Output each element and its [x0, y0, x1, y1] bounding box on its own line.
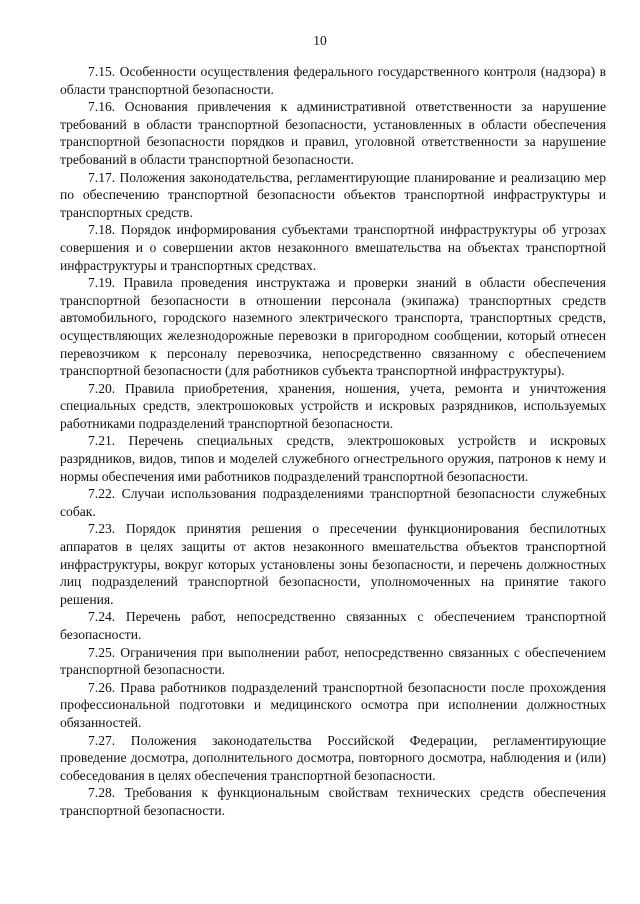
- paragraph-7-20: 7.20. Правила приобретения, хранения, ношения, учета, ремонта и уничтожения специальных средств, электрошоковых устройств и искровых разрядников, используемых работниками подразделений транспортной безопасности.: [60, 380, 606, 431]
- paragraph-7-17: 7.17. Положения законодательства, регламентирующие планирование и реализацию мер по обеспечению транспортной безопасности объектов транспортной инфраструктуры и транспортных средств.: [60, 169, 606, 220]
- paragraph-7-15: 7.15. Особенности осуществления федерального государственного контроля (надзора) в области транспортной безопасности.: [60, 64, 606, 97]
- paragraph-7-16: 7.16. Основания привлечения к административной ответственности за нарушение требований в области транспортной безопасности, установленных в области обеспечения транспортной безопасности порядков и правил, уголовной ответственности за нарушение требований в области транспортной безопасности.: [60, 99, 606, 167]
- paragraph-7-22: 7.22. Случаи использования подразделениями транспортной безопасности служебных собак.: [60, 486, 606, 519]
- paragraph-7-18: 7.18. Порядок информирования субъектами транспортной инфраструктуры об угрозах совершения и о совершении актов незаконного вмешательства на объектах транспортной инфраструктуры и транспортных средствах.: [60, 222, 606, 273]
- paragraph-7-23: 7.23. Порядок принятия решения о пресечении функционирования беспилотных аппаратов в целях защиты от актов незаконного вмешательства объектов транспортной инфраструктуры, вокруг которых установлены зоны безопасности, и перечень должностных лиц подразделений транспортной безопасности, уполномоченных на принятие такого решения.: [60, 521, 606, 607]
- paragraph-7-28: 7.28. Требования к функциональным свойствам технических средств обеспечения транспортной безопасности.: [60, 785, 606, 818]
- paragraph-7-24: 7.24. Перечень работ, непосредственно связанных с обеспечением транспортной безопасности.: [60, 609, 606, 642]
- paragraph-7-19: 7.19. Правила проведения инструктажа и проверки знаний в области обеспечения транспортной безопасности в отношении персонала (экипажа) транспортных средств автомобильного, городского наземного электрического транспорта, транспортных средств, осуществляющих железнодорожные перевозки в пригородном сообщении, который отнесен перевозчиком к персоналу перевозчика, непосредственно связанному с обеспечением транспортной безопасности (для работников субъекта транспортной инфраструктуры).: [60, 275, 606, 379]
- document-body: [60, 63, 606, 820]
- paragraph-7-26: 7.26. Права работников подразделений транспортной безопасности после прохождения профессиональной подготовки и медицинского осмотра при исполнении должностных обязанностей.: [60, 679, 606, 730]
- paragraph-7-27: 7.27. Положения законодательства Российской Федерации, регламентирующие проведение досмотра, дополнительного досмотра, повторного досмотра, наблюдения и (или) собеседования в целях обеспечения транспортной безопасности.: [60, 732, 606, 783]
- paragraph-7-25: 7.25. Ограничения при выполнении работ, непосредственно связанных с обеспечением транспортной безопасности.: [60, 644, 606, 678]
- paragraph-7-21: 7.21. Перечень специальных средств, электрошоковых устройств и искровых разрядников, видов, типов и моделей служебного огнестрельного оружия, патронов к нему и нормы обеспечения ими работников подразделений транспортной безопасности.: [60, 433, 606, 484]
- page-number: 10: [313, 33, 327, 48]
